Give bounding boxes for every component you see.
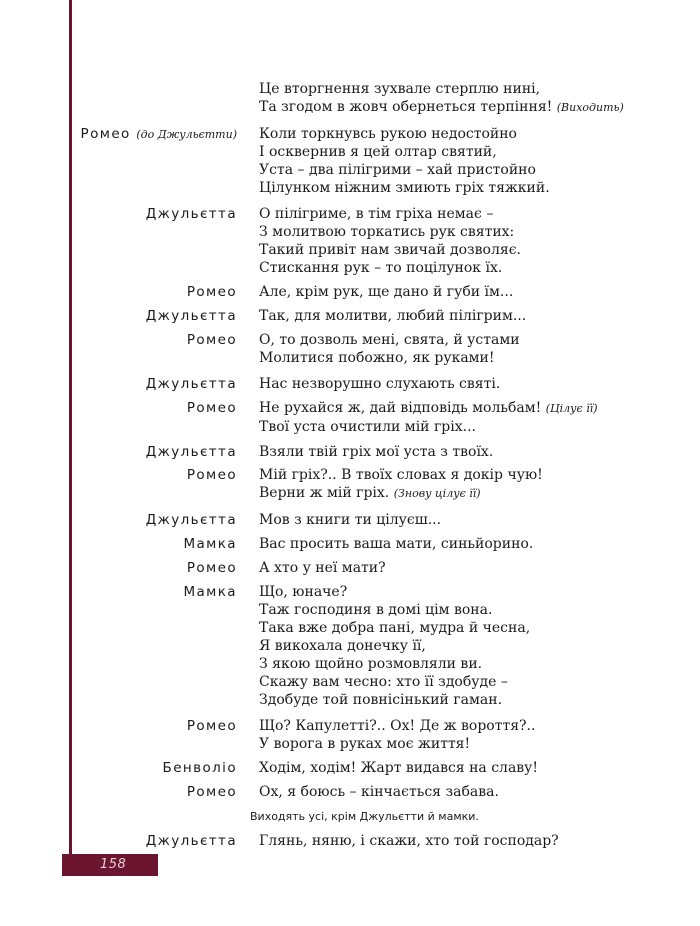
- speaker-name: Ромео: [186, 784, 237, 800]
- verse-line: Та згодом в жовч обернеться терпіння! (Виходить): [259, 99, 624, 115]
- verse-line: А хто у неї мати?: [259, 560, 386, 576]
- verse-line: Така вже добра пані, мудра й чесна,: [259, 620, 531, 636]
- speaker-name: Джульєтта: [145, 833, 237, 849]
- speech-lines: [259, 125, 689, 197]
- verse-line: Уста – два пілігрими – хай пристойно: [259, 162, 536, 178]
- speech-row: [0, 583, 700, 709]
- speech-row: [0, 205, 700, 277]
- speech-lines: [259, 466, 689, 503]
- speech-row: [0, 307, 700, 325]
- speaker-name: Ромео: [186, 467, 237, 483]
- speech-lines: [259, 205, 689, 277]
- speech-lines: [259, 783, 689, 801]
- speaker-name: Ромео: [186, 284, 237, 300]
- verse-line: Глянь, няню, і скажи, хто той господар?: [259, 833, 559, 849]
- verse-line: Я викохала донечку її,: [259, 638, 426, 654]
- verse-line: Молитися побожно, як руками!: [259, 350, 495, 366]
- speech-row: [0, 399, 700, 436]
- speaker-name: Джульєтта: [145, 206, 237, 222]
- verse-line: Ох, я боюсь – кінчається забава.: [259, 784, 499, 800]
- speech-lines: [259, 307, 689, 325]
- speech-lines: [259, 717, 689, 753]
- speech-lines: [259, 559, 689, 577]
- page-number: 158: [100, 857, 127, 872]
- verse-line: Так, для молитви, любий пілігрим...: [259, 308, 527, 324]
- verse-line: Це вторгнення зухвале стерплю нині,: [259, 81, 541, 97]
- stage-direction: (Виходить): [556, 101, 624, 114]
- verse-line: Цілунком ніжним змиють гріх тяжкий.: [259, 180, 550, 196]
- speaker-name: Джульєтта: [145, 308, 237, 324]
- speech-row: [0, 466, 700, 503]
- verse-line: Твої уста очистили мій гріх...: [259, 419, 476, 435]
- speech-lines: [259, 283, 689, 301]
- speech-lines: [259, 832, 689, 850]
- speech-lines: [259, 80, 689, 117]
- verse-line: Здобуде той повнісінький гаман.: [259, 692, 503, 708]
- speech-lines: [259, 399, 689, 436]
- speech-lines: [259, 443, 689, 461]
- speech-lines: [259, 583, 689, 709]
- speaker-name: Ромео: [186, 400, 237, 416]
- verse-line: Таж господиня в домі цім вона.: [259, 602, 493, 618]
- speech-row: [0, 283, 700, 301]
- speaker-name: Мамка: [183, 536, 237, 552]
- speech-lines: [259, 535, 689, 553]
- speech-lines: [259, 375, 689, 393]
- verse-line: Взяли твій гріх мої уста з твоїх.: [259, 444, 494, 460]
- verse-line: Коли торкнувсь рукою недостойно: [259, 126, 517, 142]
- speaker-name: Ромео (до Джульєтти): [80, 126, 237, 142]
- speaker-name: Джульєтта: [145, 512, 237, 528]
- verse-line: З молитвою торкатись рук святих:: [259, 224, 515, 240]
- stage-direction: (Цілує її): [545, 402, 598, 415]
- verse-line: У ворога в руках моє життя!: [259, 736, 471, 752]
- speech-row: [0, 125, 700, 197]
- verse-line: Такий привіт нам звичай дозволяє.: [259, 242, 521, 258]
- verse-line: Верни ж мій гріх. (Знову цілує її): [259, 485, 481, 501]
- stage-direction: (до Джульєтти): [136, 128, 237, 141]
- speaker-name: Мамка: [183, 584, 237, 600]
- speech-row: [0, 443, 700, 461]
- speech-lines: [259, 759, 689, 777]
- verse-line: Мов з книги ти цілуєш...: [259, 512, 442, 528]
- speech-row: [0, 331, 700, 367]
- speech-row: [0, 717, 700, 753]
- speech-lines: [259, 331, 689, 367]
- speech-row: [0, 511, 700, 529]
- speaker-name: Ромео: [186, 332, 237, 348]
- verse-line: О пілігриме, в тім гріха немає –: [259, 206, 494, 222]
- verse-line: Скажу вам чесно: хто її здобуде –: [259, 674, 508, 690]
- speaker-name: Ромео: [186, 718, 237, 734]
- speech-row: [0, 783, 700, 801]
- speaker-name: Джульєтта: [145, 376, 237, 392]
- speech-row: [0, 559, 700, 577]
- verse-line: Вас просить ваша мати, синьйорино.: [259, 536, 534, 552]
- speech-row: [0, 80, 700, 117]
- verse-line: Що? Капулетті?.. Ох! Де ж вороття?..: [259, 718, 536, 734]
- speech-row: [0, 759, 700, 777]
- speaker-name: Джульєтта: [145, 444, 237, 460]
- speech-row: [0, 535, 700, 553]
- speech-row: [0, 375, 700, 393]
- verse-line: Не рухайся ж, дай відповідь мольбам! (Цілує її): [259, 400, 598, 416]
- exit-stage-direction: Виходять усі, крім Джульєтти й мамки.: [250, 810, 479, 823]
- speaker-name: Ромео: [186, 560, 237, 576]
- play-text: [0, 80, 700, 850]
- verse-line: Ходім, ходім! Жарт видався на славу!: [259, 760, 539, 776]
- stage-direction: (Знову цілує її): [393, 487, 481, 500]
- verse-line: Але, крім рук, ще дано й губи їм...: [259, 284, 514, 300]
- verse-line: І осквернив я цей олтар святий,: [259, 144, 497, 160]
- verse-line: Що, юначе?: [259, 584, 348, 600]
- verse-line: З якою щойно розмовляли ви.: [259, 656, 483, 672]
- speech-lines: [259, 511, 689, 529]
- verse-line: Стискання рук – то поцілунок їх.: [259, 260, 503, 276]
- speech-row: [0, 832, 700, 850]
- speaker-name: Бенволіо: [162, 760, 237, 776]
- verse-line: Мій гріх?.. В твоїх словах я докір чую!: [259, 467, 543, 483]
- verse-line: Нас незворушно слухають святі.: [259, 376, 501, 392]
- verse-line: О, то дозволь мені, свята, й устами: [259, 332, 520, 348]
